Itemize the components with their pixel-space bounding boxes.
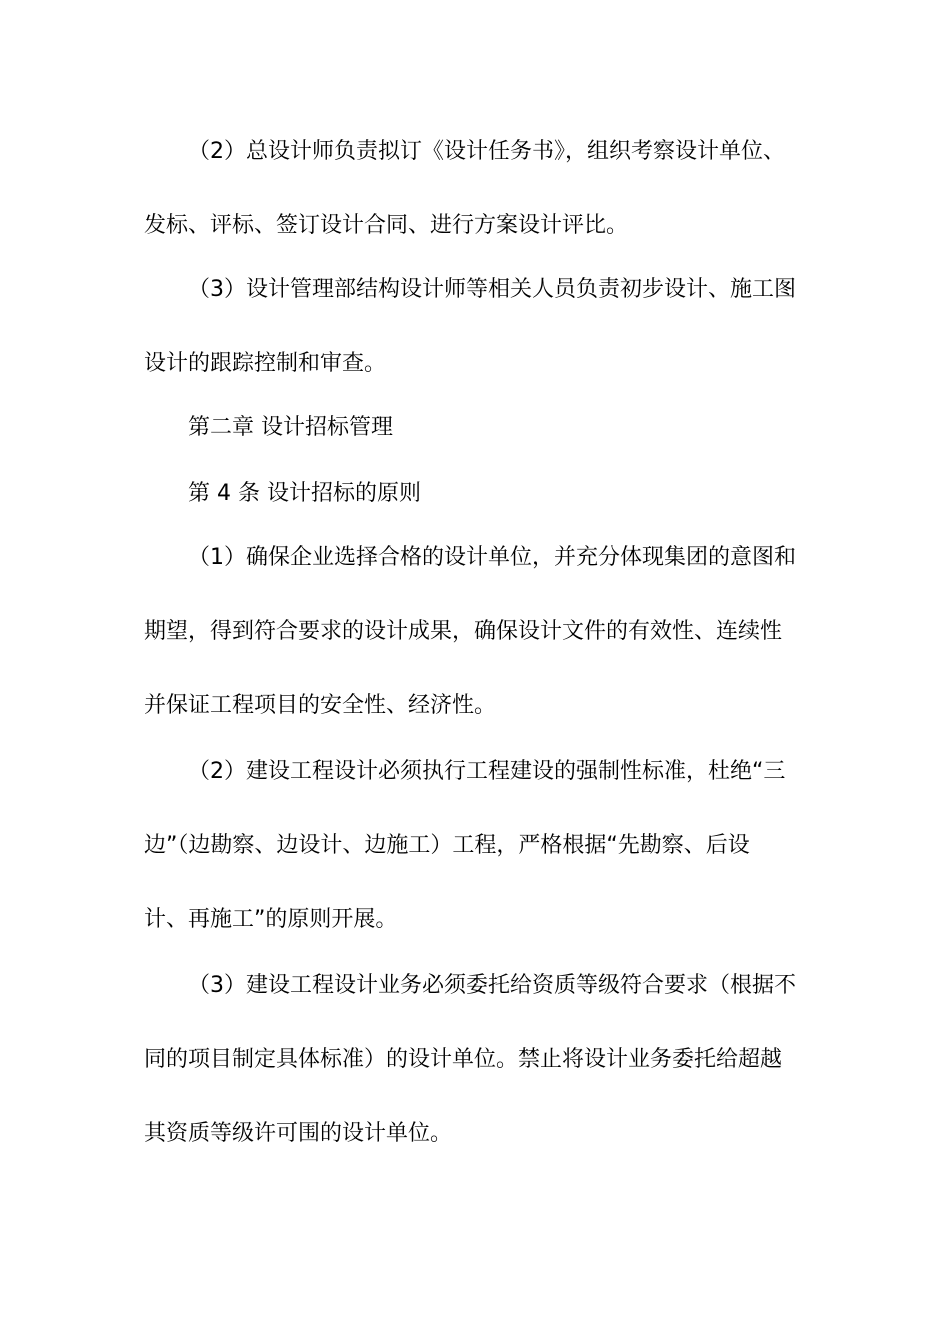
- paragraph-line: 设计的跟踪控制和审查。: [144, 351, 387, 376]
- paragraph-line: 同的项目制定具体标准）的设计单位。禁止将设计业务委托给超越: [144, 1047, 783, 1072]
- paragraph-line: （1）确保企业选择合格的设计单位，并充分体现集团的意图和: [188, 545, 796, 570]
- paragraph-line: 期望，得到符合要求的设计成果，确保设计文件的有效性、连续性: [144, 619, 783, 644]
- paragraph-line: 发标、评标、签订设计合同、进行方案设计评比。: [144, 213, 629, 238]
- paragraph-line: （3）设计管理部结构设计师等相关人员负责初步设计、施工图: [188, 277, 796, 302]
- paragraph-line: 其资质等级许可围的设计单位。: [144, 1121, 453, 1146]
- paragraph-line: 边”（边勘察、边设计、边施工）工程，严格根据“先勘察、后设: [144, 833, 750, 858]
- paragraph-line: （2）总设计师负责拟订《设计任务书》，组织考察设计单位、: [188, 139, 785, 164]
- paragraph-line: 并保证工程项目的安全性、经济性。: [144, 693, 497, 718]
- article-heading: 第 4 条 设计招标的原则: [188, 481, 421, 506]
- paragraph-line: （3）建设工程设计业务必须委托给资质等级符合要求（根据不: [188, 973, 796, 998]
- paragraph-line: （2）建设工程设计必须执行工程建设的强制性标准，杜绝“三: [188, 759, 786, 784]
- paragraph-line: 计、再施工”的原则开展。: [144, 907, 398, 932]
- chapter-heading: 第二章 设计招标管理: [188, 415, 393, 440]
